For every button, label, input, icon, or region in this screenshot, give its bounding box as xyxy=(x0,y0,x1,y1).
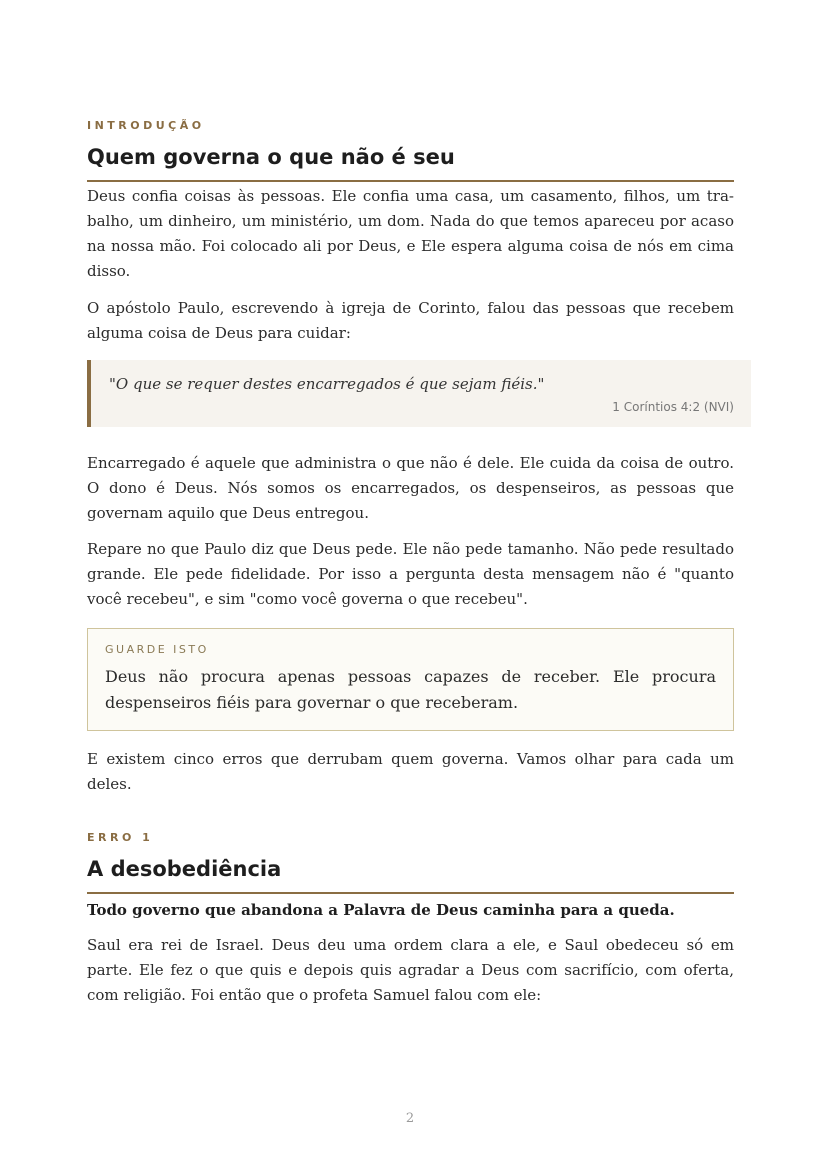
section-eyebrow: INTRODUÇÃO xyxy=(87,119,205,132)
callout-label: GUARDE ISTO xyxy=(105,643,209,656)
paragraph: Deus confia coisas às pessoas. Ele confia uma casa, um casamento, filhos, um trabalho, um dinheiro, um ministério, um dom. Nada do que temos apareceu por acaso na nossa mão. Foi colocado ali por Deus, e Ele espera alguma coisa de nós em cima disso. xyxy=(87,187,734,280)
section-eyebrow: ERRO 1 xyxy=(87,831,154,844)
callout-text: Deus não procura apenas pessoas capazes de receber. Ele procura despenseiros fiéis para governar o que receberam. xyxy=(105,667,716,712)
paragraph: O apóstolo Paulo, escrevendo à igreja de Corinto, falou das pessoas que recebem alguma coisa de Deus para cuidar: xyxy=(87,299,734,342)
paragraph: Repare no que Paulo diz que Deus pede. Ele não pede tamanho. Não pede resultado grande. Ele pede fidelidade. Por isso a pergunta desta mensagem não é "quanto você recebeu", e sim "como você governa o que recebeu". xyxy=(87,540,734,608)
paragraph: Saul era rei de Israel. Deus deu uma ordem clara a ele, e Saul obedeceu só em parte. Ele fez o que quis e depois quis agradar a Deus com sacrifício, com oferta, com religião. Foi então que o profeta Samuel falou com ele: xyxy=(87,936,734,1004)
callout-box xyxy=(87,628,734,731)
scripture-quote xyxy=(87,360,751,427)
quote-text: "O que se requer destes encarregados é que sejam fiéis." xyxy=(109,375,545,393)
section-title: A desobediência xyxy=(87,856,734,894)
paragraph: Encarregado é aquele que administra o que não é dele. Ele cuida da coisa de outro. O dono é Deus. Nós somos os encarregados, os despenseiros, as pessoas que governam aquilo que Deus entregou. xyxy=(87,454,734,522)
lead-sentence: Todo governo que abandona a Palavra de Deus caminha para a queda. xyxy=(87,901,675,919)
paragraph: E existem cinco erros que derrubam quem governa. Vamos olhar para cada um deles. xyxy=(87,750,734,793)
section-title: Quem governa o que não é seu xyxy=(87,144,734,182)
quote-reference: 1 Coríntios 4:2 (NVI) xyxy=(612,400,734,414)
page-number: 2 xyxy=(405,1111,415,1126)
